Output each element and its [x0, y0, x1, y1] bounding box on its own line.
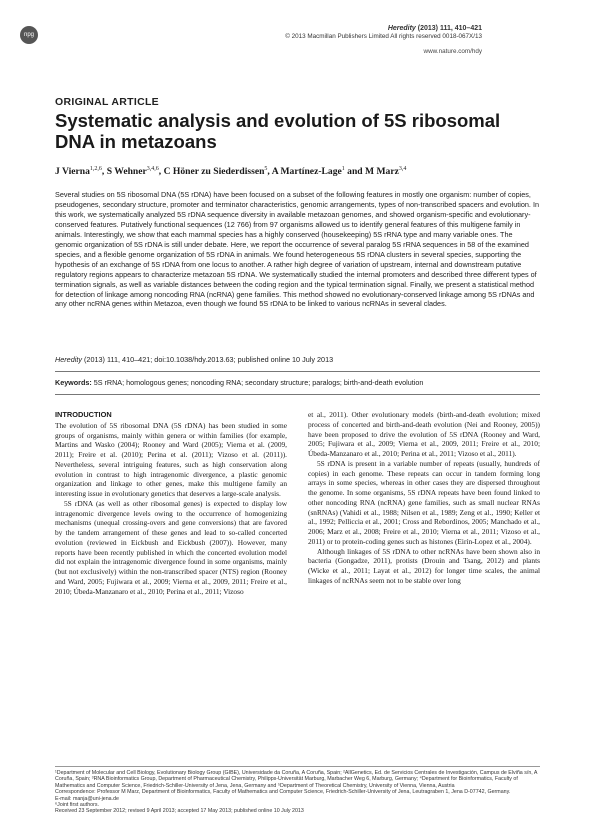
- footnotes: [55, 770, 540, 815]
- copyright-line: © 2013 Macmillan Publishers Limited All rights reserved 0018-067X/13: [285, 33, 482, 40]
- author-list: J Vierna$^{1,2,6}$, S Wehner$^{3,4,6}$, C Höner zu Siederdissen$^5$, A Martínez-Lage$^1$ and M Marz$^{3,4}$: [55, 166, 407, 178]
- author-name: M Marz: [365, 166, 399, 178]
- section-heading-introduction: INTRODUCTION: [55, 410, 112, 419]
- joint-authors-note: ⁶Joint first authors.: [55, 802, 99, 809]
- author-affiliation-sup: 3,4: [398, 166, 407, 172]
- abstract: Several studies on 5S ribosomal DNA (5S rDNA) have been focused on a subset of the following features in mostly one organism: number of copies, pseudogenes, secondary structure, promoter and terminator characteristics, genomic arrangements, types of non-transcribed spacers and evolution. In this work, we systematically analyzed 5S rDNA sequence diversity in available metazoan genomes, and showed organism-specific and evolutionary-conserved features. Putatively functional sequences (12 766) from 97 organisms allowed us to identify general features of this multigene family in animals. Interestingly, we show that each mammal species has a highly conserved (housekeeping) 5S rRNA type and many variable ones. The genomic organization of 5S rDNA is still under debate. Here, we report the occurrence of several paralog 5S rRNA sequences in 58 of the examined species, and a flexible genome organization of 5S rDNA in animals. We found heterogeneous 5S rDNA clusters in several species, supporting the hypothesis of an exchange of 5S rDNA from one locus to another. A rather high degree of variation of upstream, internal and downstream putative regulatory regions appears to characterize metazoan 5S rDNA. We systematically studied the internal promoters and described three different types of termination signals, as well as variable distances between the coding region and the typical termination signal. Finally, we present a statistical method for detection of linkage among noncoding RNA (ncRNA) gene families. This method showed no evolutionary-conserved linkage among 5S rDNAs and any other ncRNA genes within Metazoa, even though we found 5S rDNA to be linked to various ncRNAs in several clades.: [55, 190, 539, 309]
- author-affiliation-sup: 5: [264, 166, 268, 172]
- body-column-right: [308, 410, 540, 586]
- publisher-logo: npg: [20, 26, 38, 44]
- correspondence: Correspondence: Professor M Marz, Department of Bioinformatics, Faculty of Mathematics and Computer Science, Friedrich-Schiller-University of Jena, Leutragraben 1, Jena D-07742, Germany.: [55, 789, 511, 796]
- author-affiliation-sup: 1: [341, 166, 345, 172]
- affiliations: ¹Department of Molecular and Cell Biology, Evolutionary Biology Group (GIBE), Universidade da Coruña, A Coruña, Spain; ²AllGenetics, Ed. de Servicios Centrales de Investigación, Campus de Elviña s/n, A Coruña, Spain; ³RNA Bioinformatics Group, Department of Pharmaceutical Chemistry, Philipps-Universität Marburg, Marbacher Weg 6, Marburg, Germany; ⁴Department for Bioinformatics, Faculty of Mathematics and Computer Science, Friedrich-Schiller-University of Jena, Jena, Germany and ⁵Department of Theoretical Chemistry, University of Vienna, Vienna, Austria: [55, 770, 538, 789]
- paragraph: 5S rDNA is present in a variable number of repeats (usually, hundreds of copies) in each genome. These repeats can occur in tandem forming long arrays in some species, whereas in other cases they are dispersed throughout the genome. In some organisms, 5S rDNA repeats have been found linked to other noncoding RNA (ncRNA) gene families, such as small nuclear RNAs (snRNAs) (Vahidi et al., 1988; Nilsen et al., 1989; Zeng et al., 1990; Keller et al., 1992; Pelliccia et al., 2001; Cross and Rebordinos, 2005; Manchado et al., 2006; Marz et al., 2008; Freire et al., 2010; Vierna et al., 2011; Vizoso et al., 2011) or to protein-coding genes such as histones (Eirín-Lopez et al., 2004).: [308, 458, 540, 546]
- journal-issue-line: Heredity (2013) 111, 410–421: [387, 25, 482, 32]
- received-dates: Received 23 September 2012; revised 9 April 2013; accepted 17 May 2013; published online 10 July 2013: [55, 808, 304, 815]
- article-title: Systematic analysis and evolution of 5S ribosomal DNA in metazoans: [55, 110, 501, 152]
- author-name: S Wehner: [106, 166, 147, 178]
- paragraph: et al., 2011). Other evolutionary models (birth-and-death evolution; mixed process of concerted and birth-and-death evolution (Nei and Rooney, 2005)) have been proposed to drive the evolution of 5S rDNA (Rooney and Ward, 2005; Fujiwara et al., 2009; Vierna et al., 2009, 2011; Freire et al., 2010; Úbeda-Manzanaro et al., 2010; Perina et al., 2011; Vizoso et al., 2011).: [308, 410, 540, 458]
- journal-url[interactable]: www.nature.com/hdy: [423, 48, 482, 55]
- paragraph: Although linkages of 5S rDNA to other ncRNAs have been shown also in bacteria (Gongadze, 2011), protists (Drouin and Tsang, 2012) and plants (Wicke et al., 2011; Layat et al., 2012) for longer time scales, the animal linkages of ncRNAs seem not to be stable over long: [308, 546, 540, 585]
- footnote-rule: [55, 766, 540, 767]
- email[interactable]: E-mail: manja@uni-jena.de: [55, 795, 119, 802]
- paragraph: 5S rDNA (as well as other ribosomal genes) is expected to display low intragenomic divergence levels owing to the occurrence of homogenizing mechanisms (unequal crossing-overs and gene conversions) that are favored by the tandem arrangement of these genes and lead to so-called concerted evolution (reviewed in Eickbush and Eickbush (2007)). However, many reports have been recently published in which the concerted evolution model did not explain the intragenomic divergence found in some organisms, mainly (but not exclusively) within the non-transcribed spacer (NTS) region (Rooney and Ward, 2005; Fujiwara et al., 2009; Vierna et al., 2009, 2011; Freire et al., 2010; Úbeda-Manzanaro et al., 2010; Perina et al., 2011; Vizoso: [55, 498, 287, 596]
- author-affiliation-sup: 3,4,6: [146, 166, 159, 172]
- body-column-left: [55, 410, 287, 596]
- article-type: ORIGINAL ARTICLE: [55, 96, 159, 108]
- author-name: C Höner zu Siederdissen: [163, 166, 265, 178]
- citation-line: Heredity (2013) 111, 410–421; doi:10.1038/hdy.2013.63; published online 10 July 2013: [55, 355, 334, 364]
- keywords-top-rule: [55, 371, 540, 372]
- keywords-bottom-rule: [55, 394, 540, 395]
- journal-meta: [232, 25, 482, 56]
- author-name: A Martínez-Lage: [271, 166, 342, 178]
- keywords: Keywords: 5S rRNA; homologous genes; noncoding RNA; secondary structure; paralogs; birth-and-death evolution: [55, 378, 424, 387]
- author-affiliation-sup: 1,2,6: [89, 166, 102, 172]
- author-name: J Vierna: [55, 166, 90, 178]
- paragraph: The evolution of 5S ribosomal DNA (5S rDNA) has been studied in some groups of organisms, mainly within genera or within families (for example, Martins and Wasko (2004); Rooney and Ward (2005); Vierna et al. (2009, 2011); Freire et al. (2010); Perina et al. (2011); Vizoso et al. (2011)). Nevertheless, several intriguing features, such as high conservation along evolution in contrast to high intragenomic divergence, a plastic genomic organization and linkage to other genes, make this multigene family an interesting issue in evolutionary genetics that deserves a large-scale analysis.: [55, 420, 287, 498]
